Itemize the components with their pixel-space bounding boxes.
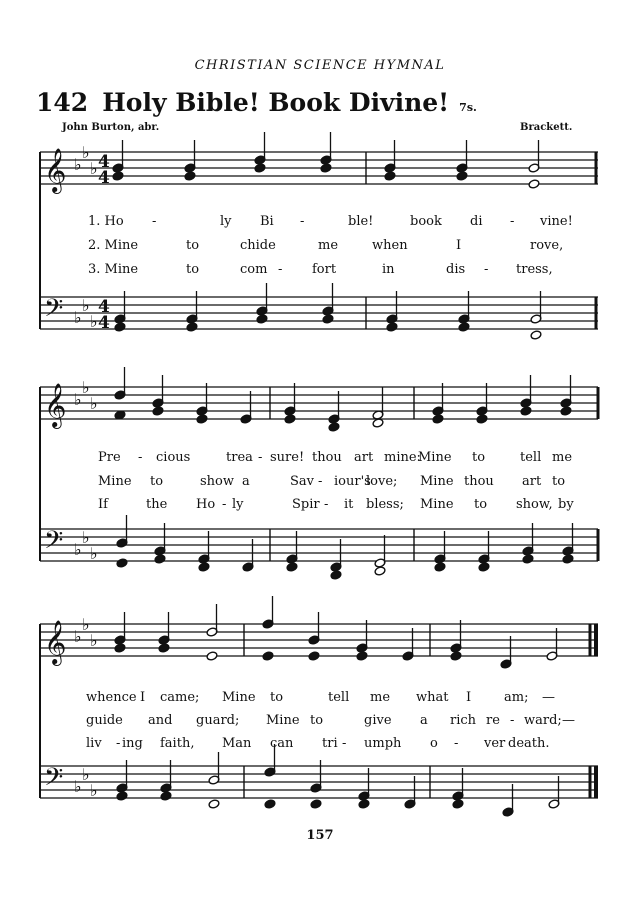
flat-icon: ♭	[82, 765, 90, 784]
lyric-syllable: -	[258, 450, 263, 465]
note-head	[322, 314, 334, 324]
flat-icon: ♭	[90, 781, 98, 800]
author-credit: John Burton, abr.	[62, 122, 160, 133]
lyric-syllable: dis	[446, 262, 466, 277]
treble-clef-icon: 𝄞	[44, 383, 67, 427]
lyric-syllable: -	[116, 736, 121, 751]
note-head	[208, 799, 220, 809]
lyric-syllable: it	[344, 497, 354, 512]
flat-icon: ♭	[82, 378, 90, 397]
lyric-syllable: give	[364, 713, 392, 728]
lyric-syllable: Pre	[98, 450, 121, 465]
lyric-syllable: sure!	[270, 450, 305, 465]
flat-icon: ♭	[82, 296, 90, 315]
lyric-syllable: -	[510, 214, 515, 229]
lyric-syllable: Bi	[260, 214, 274, 229]
note-head	[112, 171, 124, 181]
lyric-syllable: I	[140, 690, 146, 705]
lyric-syllable: whence	[86, 690, 137, 705]
note-head	[374, 566, 386, 576]
hymn-meter: 7s.	[459, 101, 477, 114]
note-head	[256, 314, 268, 324]
note-head	[160, 791, 172, 801]
lyric-syllable: art	[354, 450, 374, 465]
lyric-syllable: Mine	[420, 497, 454, 512]
lyric-syllable: and	[148, 713, 173, 728]
flat-icon: ♭	[82, 615, 90, 634]
lyric-syllable: Mine	[266, 713, 300, 728]
lyric-syllable: o	[430, 736, 438, 751]
lyric-syllable: -	[138, 450, 143, 465]
note-head	[562, 554, 574, 564]
lyric-syllable: ly	[232, 497, 244, 512]
flat-icon: ♭	[90, 159, 98, 178]
lyric-syllable: show	[200, 474, 234, 489]
note-head	[198, 562, 210, 572]
lyric-syllable: death.	[508, 736, 550, 751]
lyric-syllable: ver	[484, 736, 506, 751]
note-head	[264, 799, 276, 809]
flat-icon: ♭	[74, 627, 82, 646]
note-head	[184, 171, 196, 181]
lyric-syllable: can	[270, 736, 294, 751]
note-head	[186, 322, 198, 332]
lyric-syllable: art	[522, 474, 542, 489]
flat-icon: ♭	[90, 544, 98, 563]
note-head	[528, 179, 540, 189]
lyric-syllable: —	[542, 690, 555, 705]
note-head	[458, 322, 470, 332]
note-head	[452, 799, 464, 809]
running-header: CHRISTIAN SCIENCE HYMNAL	[194, 58, 446, 73]
lyric-syllable: -	[318, 474, 323, 489]
lyric-syllable: bless;	[366, 497, 404, 512]
lyric-syllable: book	[410, 214, 442, 229]
lyric-syllable: 3. Mine	[88, 262, 139, 277]
note-head	[432, 414, 444, 424]
note-head	[158, 643, 170, 653]
tune-credit: Brackett.	[520, 122, 573, 133]
lyric-syllable: ing	[122, 736, 143, 751]
lyric-syllable: 2. Mine	[88, 238, 139, 253]
note-head	[262, 651, 274, 661]
bass-clef-icon: 𝄢	[44, 294, 64, 329]
bass-clef-icon: 𝄢	[44, 763, 64, 798]
note-head	[114, 643, 126, 653]
page-number: 157	[306, 828, 334, 843]
lyric-syllable: -	[300, 214, 305, 229]
lyric-syllable: vine!	[540, 214, 573, 229]
lyric-syllable: am;	[504, 690, 529, 705]
lyric-syllable: 1. Ho	[88, 214, 124, 229]
note-head	[356, 651, 368, 661]
flat-icon: ♭	[74, 777, 82, 796]
lyric-syllable: -	[484, 262, 489, 277]
lyric-syllable: I	[456, 238, 462, 253]
lyric-syllable: com	[240, 262, 268, 277]
lyric-syllable: tell	[328, 690, 350, 705]
lyric-syllable: Spir	[292, 497, 320, 512]
lyric-syllable: faith,	[160, 736, 195, 751]
lyric-syllable: ward;	[524, 713, 562, 728]
lyric-syllable: tell	[520, 450, 542, 465]
note-head	[386, 322, 398, 332]
time-signature: 4	[98, 168, 110, 188]
lyric-syllable: Mine	[98, 474, 132, 489]
flat-icon: ♭	[74, 540, 82, 559]
note-head	[522, 554, 534, 564]
note-head	[328, 422, 340, 432]
note-head	[478, 562, 490, 572]
lyric-syllable: ly	[220, 214, 232, 229]
note-head	[358, 799, 370, 809]
note-head	[284, 414, 296, 424]
note-head	[530, 330, 542, 340]
lyric-syllable: thou	[464, 474, 494, 489]
lyric-syllable: rove,	[530, 238, 564, 253]
lyric-syllable: to	[552, 474, 566, 489]
note-head	[310, 799, 322, 809]
lyric-syllable: liv	[86, 736, 102, 751]
note-head	[456, 171, 468, 181]
note-head	[152, 406, 164, 416]
lyric-syllable: the	[146, 497, 168, 512]
lyric-syllable: If	[98, 497, 108, 512]
lyric-syllable: love;	[366, 474, 398, 489]
lyric-syllable: by	[558, 497, 574, 512]
lyric-syllable: Mine	[418, 450, 452, 465]
lyric-syllable: fort	[312, 262, 337, 277]
flat-icon: ♭	[74, 390, 82, 409]
note-head	[450, 651, 462, 661]
time-signature: 4	[98, 152, 110, 172]
lyric-syllable: re	[486, 713, 500, 728]
lyric-syllable: what	[416, 690, 449, 705]
note-head	[116, 791, 128, 801]
lyric-syllable: Ho	[196, 497, 216, 512]
lyric-syllable: to	[150, 474, 164, 489]
note-head	[560, 406, 572, 416]
time-signature: 4	[98, 313, 110, 333]
hymn-title: Holy Bible! Book Divine!	[102, 88, 450, 117]
flat-icon: ♭	[82, 528, 90, 547]
lyric-syllable: to	[186, 238, 200, 253]
lyric-syllable: trea	[226, 450, 253, 465]
lyric-syllable: me	[552, 450, 573, 465]
lyric-syllable: Mine	[222, 690, 256, 705]
lyric-syllable: me	[318, 238, 339, 253]
note-head	[196, 414, 208, 424]
note-head	[520, 406, 532, 416]
lyric-syllable: mine:	[384, 450, 421, 465]
treble-clef-icon: 𝄞	[44, 620, 67, 664]
note-head	[254, 163, 266, 173]
flat-icon: ♭	[90, 312, 98, 331]
flat-icon: ♭	[82, 143, 90, 162]
treble-clef-icon: 𝄞	[44, 148, 67, 192]
lyric-syllable: me	[370, 690, 391, 705]
lyric-syllable: —	[562, 713, 575, 728]
note-head	[320, 163, 332, 173]
note-head	[206, 651, 218, 661]
lyric-syllable: rich	[450, 713, 477, 728]
lyric-syllable: guide	[86, 713, 123, 728]
note-head	[476, 414, 488, 424]
lyric-syllable: -	[510, 713, 515, 728]
note-head	[434, 562, 446, 572]
lyric-syllable: to	[310, 713, 324, 728]
time-signature: 4	[98, 297, 110, 317]
lyric-syllable: to	[186, 262, 200, 277]
lyric-syllable: -	[454, 736, 459, 751]
lyric-syllable: to	[472, 450, 486, 465]
lyric-syllable: to	[474, 497, 488, 512]
lyric-syllable: came;	[160, 690, 200, 705]
flat-icon: ♭	[74, 308, 82, 327]
lyric-syllable: -	[278, 262, 283, 277]
lyric-syllable: di	[470, 214, 483, 229]
lyric-syllable: a	[420, 713, 428, 728]
lyric-syllable: Man	[222, 736, 252, 751]
lyric-syllable: in	[382, 262, 395, 277]
lyric-syllable: chide	[240, 238, 276, 253]
lyric-syllable: -	[342, 736, 347, 751]
lyric-syllable: show,	[516, 497, 553, 512]
flat-icon: ♭	[90, 631, 98, 650]
lyric-syllable: Sav	[290, 474, 315, 489]
note-head	[308, 651, 320, 661]
lyric-syllable: I	[466, 690, 472, 705]
lyric-syllable: tress,	[516, 262, 553, 277]
lyric-syllable: a	[242, 474, 250, 489]
note-head	[114, 322, 126, 332]
lyric-syllable: when	[372, 238, 408, 253]
note-head	[286, 562, 298, 572]
lyric-syllable: cious	[156, 450, 191, 465]
lyric-syllable: thou	[312, 450, 342, 465]
note-head	[384, 171, 396, 181]
lyric-syllable: iour's	[334, 474, 371, 489]
lyric-syllable: to	[270, 690, 284, 705]
hymn-number: 142	[36, 88, 89, 117]
lyric-syllable: -	[222, 497, 227, 512]
lyric-syllable: umph	[364, 736, 402, 751]
bass-clef-icon: 𝄢	[44, 526, 64, 561]
lyric-syllable: guard;	[196, 713, 240, 728]
flat-icon: ♭	[74, 155, 82, 174]
lyric-syllable: Mine	[420, 474, 454, 489]
note-head	[116, 558, 128, 568]
note-head	[330, 570, 342, 580]
note-head	[154, 554, 166, 564]
lyric-syllable: -	[152, 214, 157, 229]
lyric-syllable: -	[324, 497, 329, 512]
flat-icon: ♭	[90, 394, 98, 413]
lyric-syllable: tri	[322, 736, 338, 751]
lyric-syllable: ble!	[348, 214, 374, 229]
